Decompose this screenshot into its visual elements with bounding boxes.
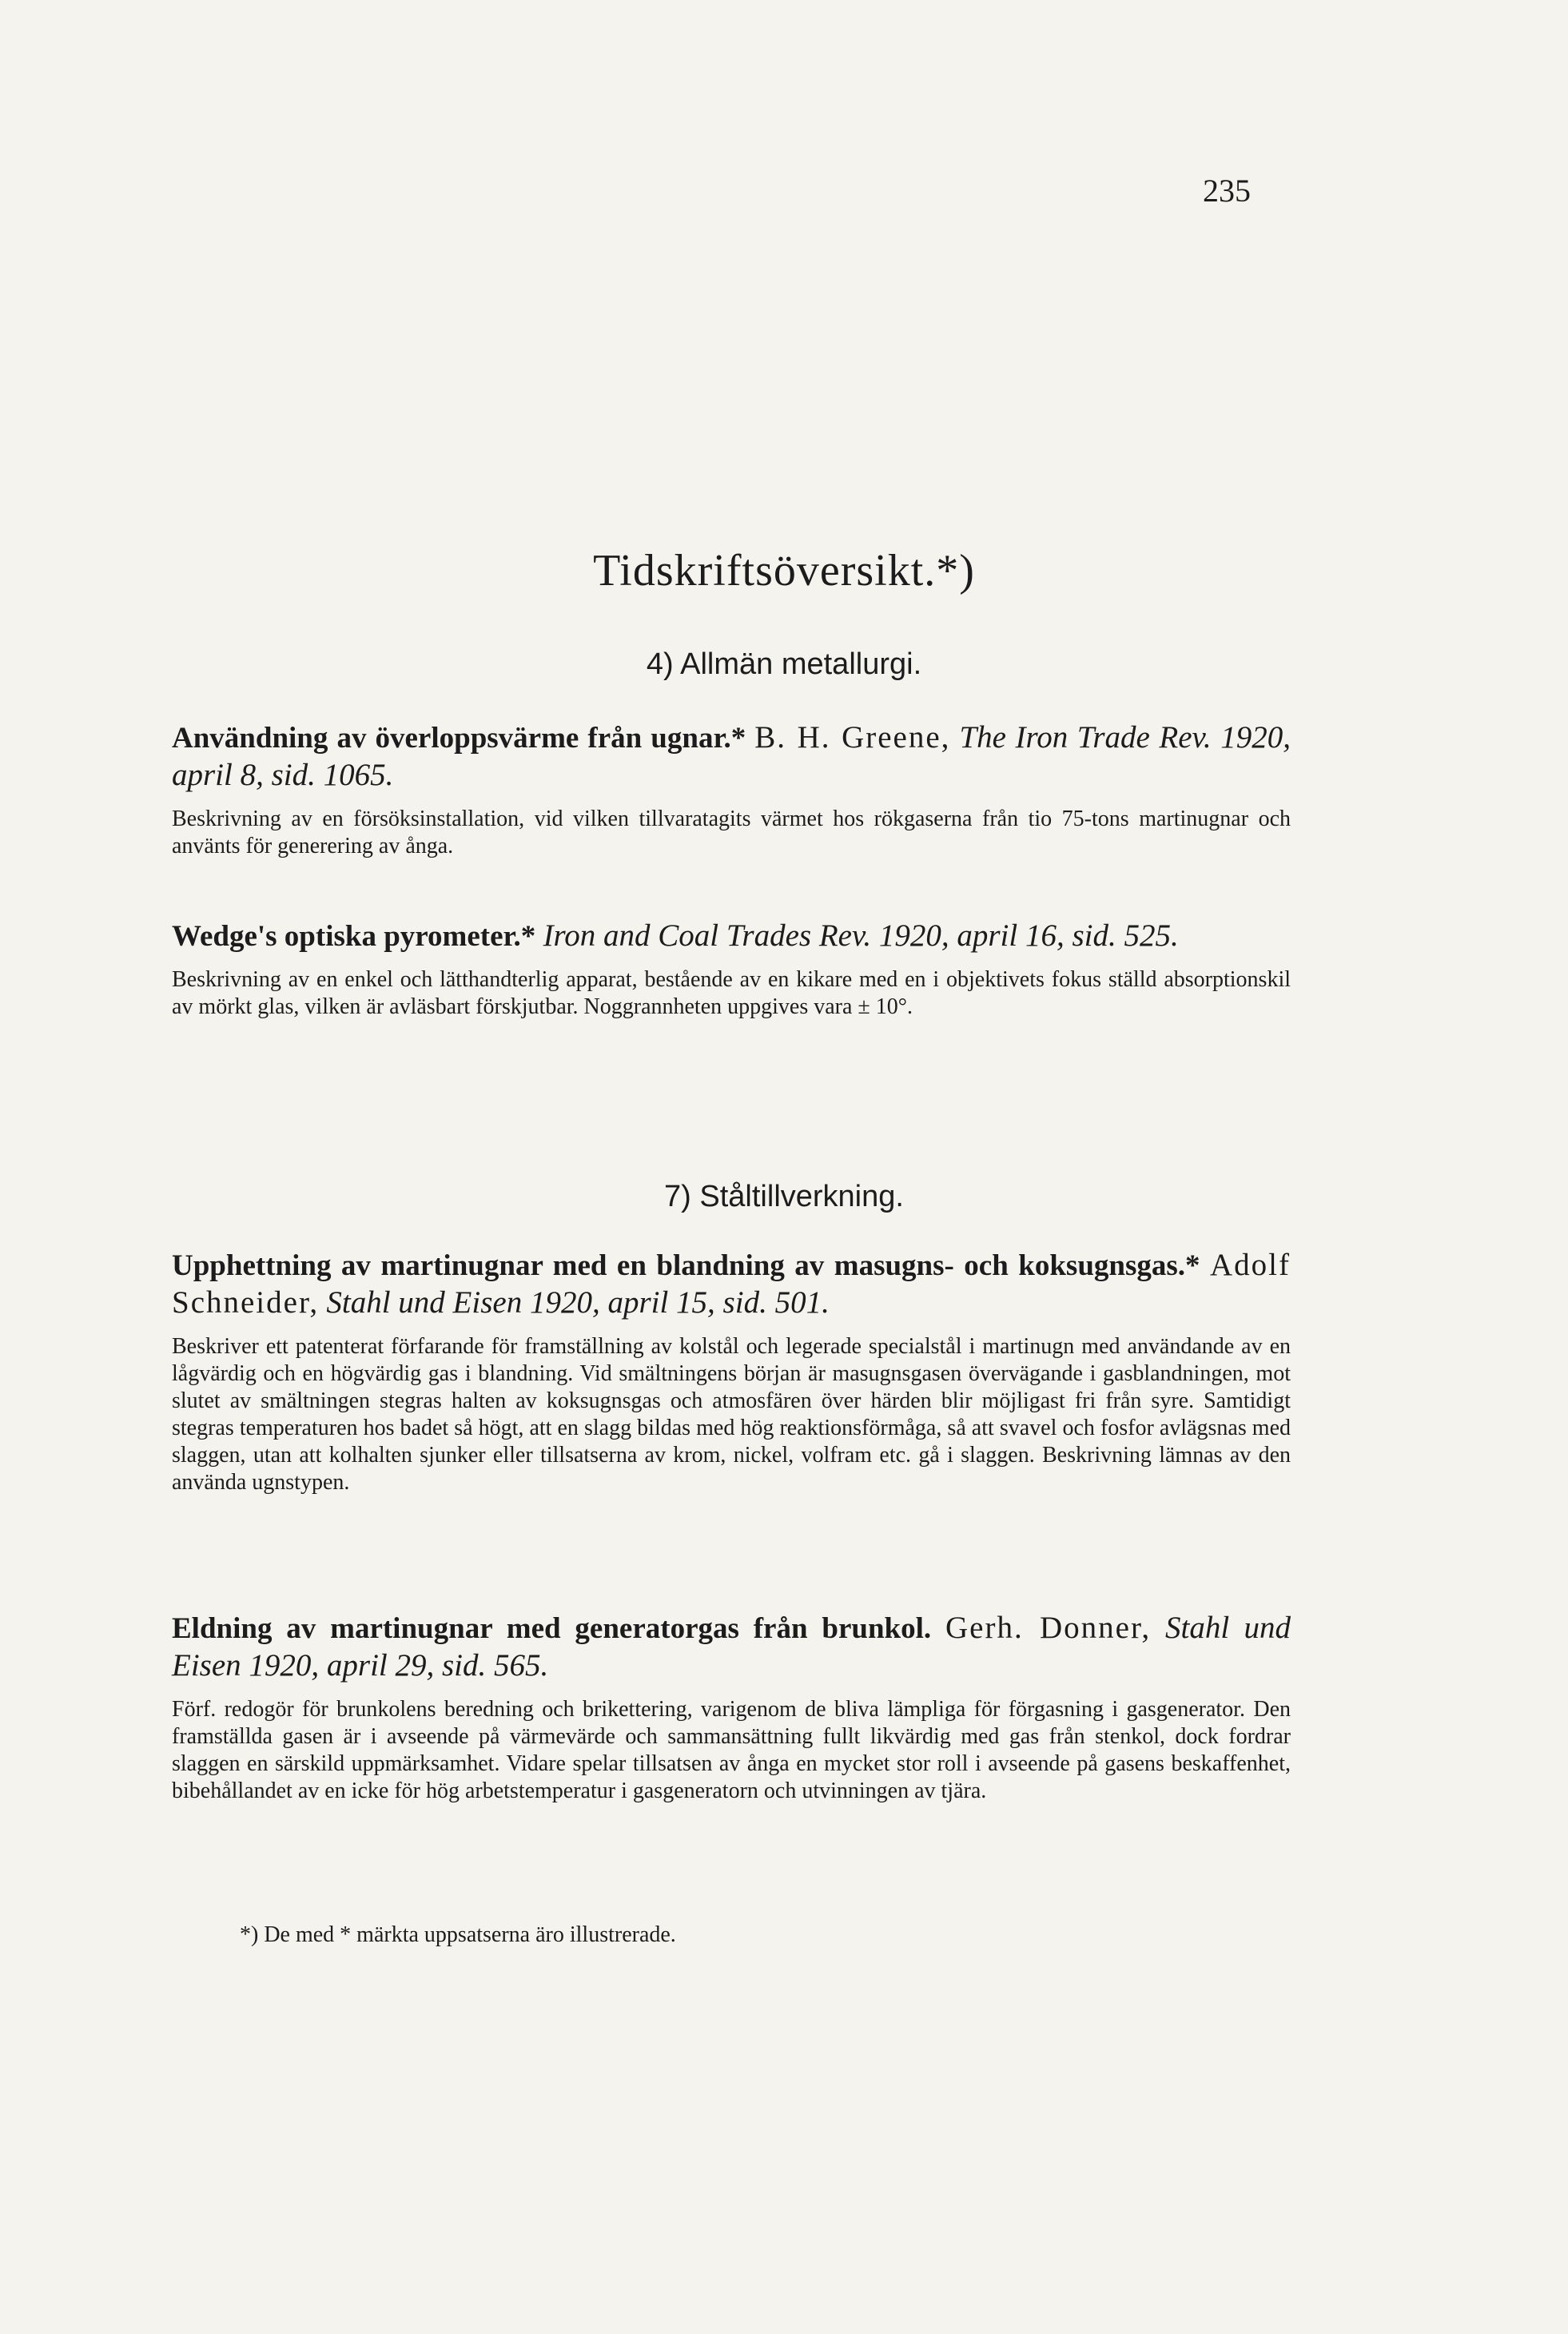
entry-heading: Wedge's optiska pyrometer.* xyxy=(172,920,536,953)
entry-heading: Upphettning av martinugnar med en blandning av masugns- och koksugnsgas.* xyxy=(172,1249,1200,1282)
entry-upphettning xyxy=(172,1247,1291,1496)
entry-header xyxy=(172,1247,1291,1322)
entry-header xyxy=(172,918,1291,955)
entry-header xyxy=(172,1610,1291,1685)
footnote: *) De med * märkta uppsatserna äro illustrerade. xyxy=(240,1922,676,1947)
entry-overloppsvarme xyxy=(172,719,1291,860)
page-number: 235 xyxy=(1203,173,1251,209)
entry-pyrometer xyxy=(172,918,1291,1021)
entry-author: B. H. Greene, xyxy=(754,720,951,755)
entry-body: Förf. redogör för brunkolens beredning och brikettering, varigenom de bliva lämpliga för förgasning i gasgenerator. Den framställda gasen är i avseende på värmevärde och sammansättning fullt likvärdig med gas från stenkol, dock fordrar slaggen en särskild uppmärksamhet. Vidare spelar tillsatsen av ånga en mycket stor roll i avseende på gasens beskaffenhet, bibehållandet av en icke för hög arbetstemperatur i gasgeneratorn och utvinningen av tjära. xyxy=(172,1697,1291,1803)
section-heading-staltillverkning: 7) Ståltillverkning. xyxy=(664,1180,904,1213)
entry-source: Stahl und Eisen 1920, april 29, sid. 565. xyxy=(172,1611,1291,1683)
entry-source: The Iron Trade Rev. 1920, april 8, sid. 1065. xyxy=(172,720,1291,792)
entry-header xyxy=(172,719,1291,795)
entry-body: Beskrivning av en enkel och lätthandterlig apparat, bestående av en kikare med en i objektivets fokus ställd absorptionskil av mörkt glas, vilken är avläsbart förskjutbar. Noggrannheten uppgives vara ± 10°. xyxy=(172,967,1291,1019)
entry-body: Beskriver ett patenterat förfarande för framställning av kolstål och legerade specialstål i martinugn med användande av en lågvärdig och en högvärdig gas i blandning. Vid smältningens början är masugnsgasen övervägande i gasblandningen, mot slutet av smältningen stegras halten av koksugnsgas och atmosfären över härden blir möjligast fri från syre. Samtidigt stegras temperaturen hos badet så högt, att en slagg bildas med hög reaktionsförmåga, så att svavel och fosfor avlägsnas med slaggen, utan att kolhalten sjunker eller tillsatserna av krom, nickel, volfram etc. gå i slaggen. Beskrivning lämnas av den använda ugnstypen. xyxy=(172,1334,1291,1495)
entry-source: Stahl und Eisen 1920, april 15, sid. 501. xyxy=(326,1285,830,1320)
entry-heading: Eldning av martinugnar med generatorgas från brunkol. xyxy=(172,1612,932,1645)
entry-source: Iron and Coal Trades Rev. 1920, april 16, sid. 525. xyxy=(543,918,1179,953)
page-title: Tidskriftsöversikt.*) xyxy=(593,546,975,595)
entry-author: Gerh. Donner, xyxy=(945,1611,1152,1645)
entry-heading: Användning av överloppsvärme från ugnar.* xyxy=(172,722,746,755)
entry-eldning xyxy=(172,1610,1291,1805)
section-heading-allman-metallurgi: 4) Allmän metallurgi. xyxy=(646,647,922,681)
entry-body: Beskrivning av en försöksinstallation, vid vilken tillvaratagits värmet hos rökgaserna från tio 75-tons martinugnar och använts för generering av ånga. xyxy=(172,807,1291,858)
entry-author: Adolf Schneider, xyxy=(172,1248,1291,1320)
